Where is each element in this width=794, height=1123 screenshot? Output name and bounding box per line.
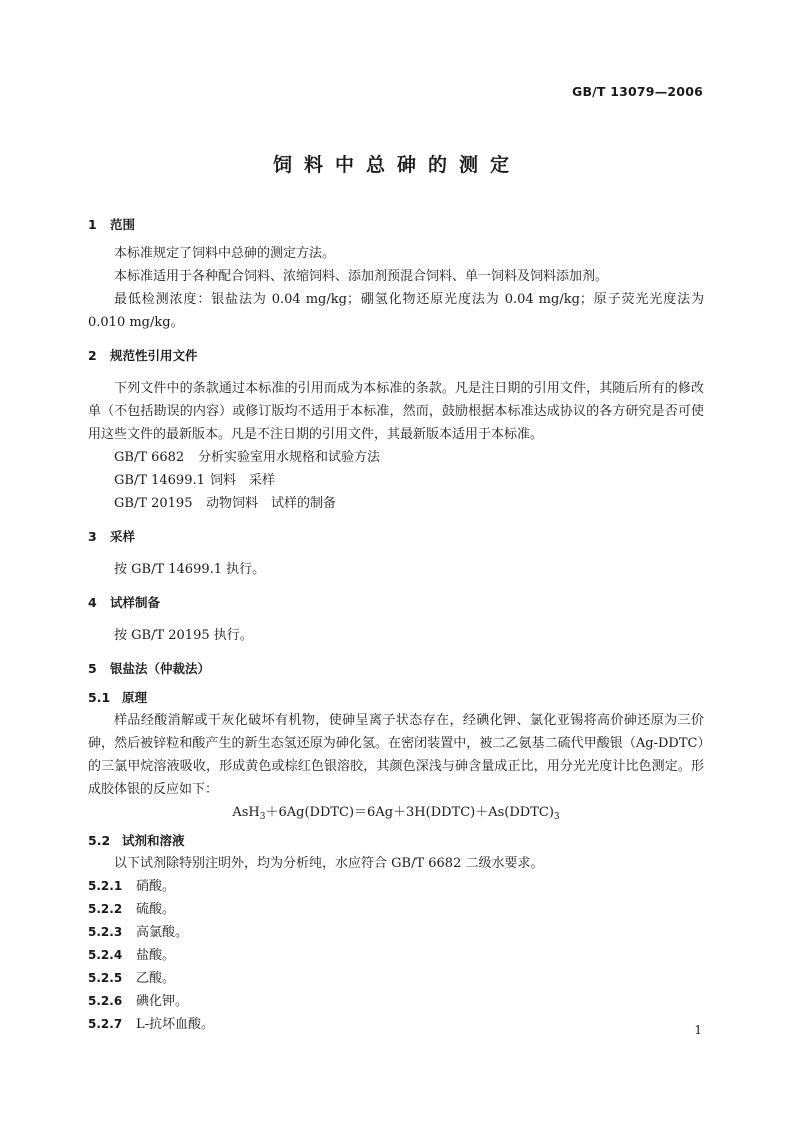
item-number: 5.2.2: [88, 902, 123, 916]
standard-code: GB/T 13079—2006: [571, 84, 703, 99]
paragraph: 最低检测浓度：银盐法为 0.04 mg/kg；硼氢化物还原光度法为 0.04 mg/kg；原子荧光光度法为0.010 mg/kg。: [88, 292, 704, 330]
document-title: 饲料中总砷的测定: [272, 154, 521, 176]
reference-item: [88, 469, 704, 492]
section-3-heading: [88, 525, 704, 548]
paragraph: 下列文件中的条款通过本标准的引用而成为本标准的条款。凡是注日期的引用文件，其随后所有的修改单（不包括勘误的内容）或修订版均不适用于本标准，然而，鼓励根据本标准达成协议的各方研究是否可使用这些文件的最新版本。凡是不注日期的引用文件，其最新版本适用于本标准。: [88, 381, 704, 442]
list-item: [88, 875, 704, 898]
section-title: 试剂和溶液: [122, 833, 185, 848]
section-number: 5.1: [88, 690, 111, 705]
paragraph: 按 GB/T 14699.1 执行。: [114, 562, 266, 577]
item-text: 硫酸。: [136, 902, 176, 917]
section-number: 4: [88, 595, 97, 610]
section-5-2-heading: [88, 829, 704, 852]
list-item: [88, 1013, 704, 1036]
item-number: 5.2.5: [88, 971, 123, 985]
formula-part: ＋6Ag(DDTC)＝6Ag＋3H(DDTC)＋As(DDTC): [265, 805, 554, 820]
document-body: [88, 213, 704, 1036]
reference-item: [88, 492, 704, 515]
list-item: [88, 967, 704, 990]
item-text: 乙酸。: [136, 971, 176, 986]
item-number: 5.2.3: [88, 925, 123, 939]
item-text: 高氯酸。: [136, 925, 189, 940]
section-title: 原理: [122, 690, 148, 705]
reference-item: [88, 446, 704, 469]
formula-part: AsH: [232, 805, 260, 820]
section-number: 3: [88, 529, 97, 544]
item-number: 5.2.1: [88, 879, 123, 893]
reaction-formula: [88, 801, 704, 829]
item-text: 硝酸。: [136, 879, 176, 894]
reference-text: 分析实验室用水规格和试验方法: [198, 450, 381, 465]
section-number: 1: [88, 217, 97, 232]
item-number: 5.2.4: [88, 948, 123, 962]
paragraph: 本标准规定了饲料中总砷的测定方法。: [114, 246, 336, 261]
reference-code: GB/T 20195: [114, 496, 193, 511]
paragraph: 按 GB/T 20195 执行。: [114, 628, 253, 643]
section-5-heading: [88, 657, 704, 680]
paragraph: 以下试剂除特别注明外，均为分析纯，水应符合 GB/T 6682 二级水要求。: [114, 856, 544, 871]
item-number: 5.2.7: [88, 1017, 123, 1031]
section-title: 试样制备: [110, 595, 161, 610]
section-title: 银盐法（仲裁法）: [110, 661, 211, 676]
reference-code: GB/T 6682: [114, 450, 185, 465]
list-item: [88, 921, 704, 944]
section-2-heading: [88, 344, 704, 367]
item-text: 碘化钾。: [136, 994, 189, 1009]
section-5-1-heading: [88, 686, 704, 709]
formula-subscript: 3: [553, 812, 560, 822]
list-item: [88, 898, 704, 921]
section-4-heading: [88, 591, 704, 614]
section-title: 采样: [110, 529, 136, 544]
item-text: L-抗坏血酸。: [136, 1017, 215, 1032]
list-item: [88, 990, 704, 1013]
formula-subscript: 3: [259, 812, 266, 822]
page-number: 1: [694, 1023, 702, 1037]
section-1-heading: [88, 213, 704, 236]
reference-text: 动物饲料 试样的制备: [206, 496, 337, 511]
section-number: 5.2: [88, 833, 111, 848]
reference-code: GB/T 14699.1: [114, 473, 205, 488]
item-number: 5.2.6: [88, 994, 123, 1008]
list-item: [88, 944, 704, 967]
paragraph: 样品经酸消解或干灰化破坏有机物，使砷呈离子状态存在，经碘化钾、氯化亚锡将高价砷还原为三价砷，然后被锌粒和酸产生的新生态氢还原为砷化氢。在密闭装置中，被二乙氨基二硫代甲酸银（Ag-DDTC）的三氯甲烷溶液吸收，形成黄色或棕红色银溶胶，其颜色深浅与砷含量成正比，用分光光度计比色测定。形成胶体银的反应如下：: [88, 713, 704, 797]
reference-text: 饲料 采样: [210, 473, 276, 488]
section-number: 2: [88, 348, 97, 363]
section-number: 5: [88, 661, 97, 676]
paragraph: 本标准适用于各种配合饲料、浓缩饲料、添加剂预混合饲料、单一饲料及饲料添加剂。: [114, 269, 609, 284]
section-title: 范围: [110, 217, 136, 232]
item-text: 盐酸。: [136, 948, 176, 963]
section-title: 规范性引用文件: [110, 348, 198, 363]
